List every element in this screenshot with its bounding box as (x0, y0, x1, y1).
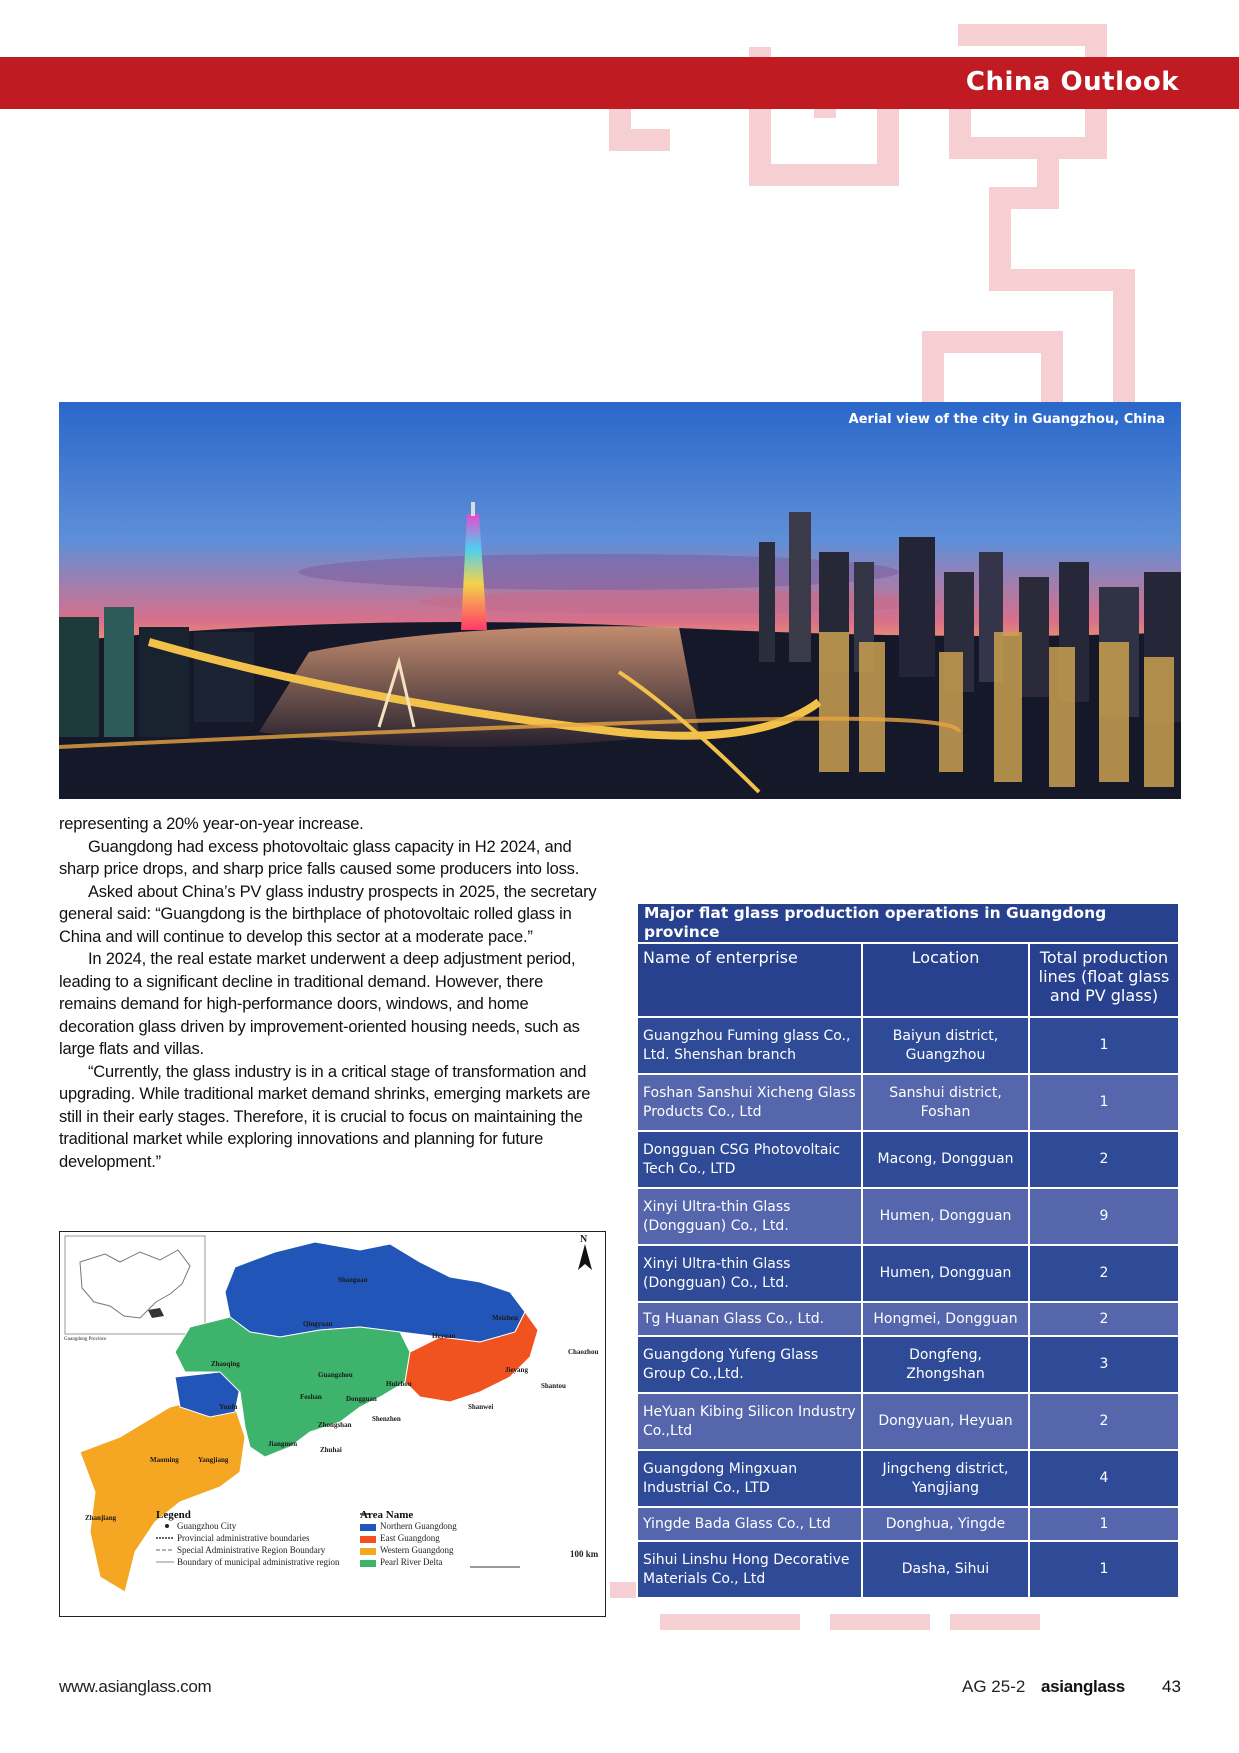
map-place-label: Yunfu (219, 1403, 238, 1411)
map-place-label: Dongguan (346, 1395, 377, 1403)
enterprise-cell: Foshan Sanshui Xicheng Glass Products Co., Ltd (637, 1074, 862, 1131)
location-cell: Hongmei, Dongguan (862, 1302, 1029, 1336)
lines-cell: 1 (1029, 1074, 1179, 1131)
map-scale-label: 100 km (570, 1549, 599, 1559)
lines-cell: 1 (1029, 1507, 1179, 1541)
table-row (637, 1336, 1179, 1393)
enterprise-cell: Sihui Linshu Hong Decorative Materials Co., Ltd (637, 1541, 862, 1598)
table-row (637, 1188, 1179, 1245)
enterprise-cell: Xinyi Ultra-thin Glass (Dongguan) Co., Ltd. (637, 1245, 862, 1302)
footer-issue: AG 25-2 (962, 1677, 1026, 1696)
location-cell: Dongfeng, Zhongshan (862, 1336, 1029, 1393)
map-area-name: Pearl River Delta (380, 1557, 443, 1567)
map-place-label: Chaozhou (568, 1348, 599, 1356)
table-row (637, 1017, 1179, 1074)
lines-cell: 2 (1029, 1131, 1179, 1188)
map-place-label: Shantou (541, 1382, 566, 1390)
map-area-title: Area Name (360, 1509, 414, 1521)
enterprise-cell: Guangzhou Fuming glass Co., Ltd. Shenshan branch (637, 1017, 862, 1074)
enterprise-cell: Tg Huanan Glass Co., Ltd. (637, 1302, 862, 1336)
map-place-label: Shenzhen (372, 1415, 401, 1423)
map-place-label: Shaoguan (338, 1276, 368, 1284)
map-legend-item: Special Administrative Region Boundary (177, 1545, 326, 1555)
section-title: China Outlook (965, 67, 1179, 97)
map-area-name: East Guangdong (380, 1533, 440, 1543)
page-number: 43 (1162, 1677, 1181, 1696)
location-cell: Humen, Dongguan (862, 1245, 1029, 1302)
map-place-label: Qingyuan (303, 1320, 333, 1328)
map-place-label: Guangzhou (318, 1371, 353, 1379)
table-row (637, 1541, 1179, 1598)
table-header: Total production lines (float glass and PV glass) (1029, 943, 1179, 1017)
table-header: Location (862, 943, 1029, 1017)
enterprise-cell: Dongguan CSG Photovoltaic Tech Co., LTD (637, 1131, 862, 1188)
lines-cell: 1 (1029, 1541, 1179, 1598)
map-place-label: Zhanjiang (85, 1514, 117, 1522)
article-paragraph: In 2024, the real estate market underwent a deep adjustment period, leading to a significant decline in traditional demand. However, there remains demand for high-performance doors, windows, and home decoration glass driven by improvement-oriented housing needs, such as large flats and villas. (59, 950, 580, 1058)
map-legend-item: Guangzhou City (177, 1521, 237, 1531)
table-header: Name of enterprise (637, 943, 862, 1017)
map-place-label: Maoming (150, 1456, 179, 1464)
lines-cell: 9 (1029, 1188, 1179, 1245)
map-place-label: Yangjiang (198, 1456, 229, 1464)
inset-label: Guangdong Province (64, 1337, 107, 1342)
enterprise-cell: Guangdong Yufeng Glass Group Co.,Ltd. (637, 1336, 862, 1393)
article-body (59, 813, 604, 1173)
footer-brand: asianglass (1041, 1677, 1125, 1696)
article-paragraph: Asked about China’s PV glass industry prospects in 2025, the secretary general said: “Guangdong is the birthplace of photovoltaic rolled glass in China and will continue to develop this sector at a moderate pace.” (59, 882, 597, 946)
location-cell: Jingcheng district, Yangjiang (862, 1450, 1029, 1507)
lines-cell: 1 (1029, 1017, 1179, 1074)
map-place-label: Foshan (300, 1393, 322, 1401)
article-paragraph: “Currently, the glass industry is in a critical stage of transformation and upgrading. While traditional market demand shrinks, emerging markets are still in their early stages. Therefore, it is crucial to focus on maintaining the traditional market while exploring innovations and planning for future development.” (59, 1062, 591, 1171)
enterprise-cell: Yingde Bada Glass Co., Ltd (637, 1507, 862, 1541)
location-cell: Donghua, Yingde (862, 1507, 1029, 1541)
lines-cell: 2 (1029, 1245, 1179, 1302)
table-row (637, 1450, 1179, 1507)
map-legend-item: Boundary of municipal administrative region (177, 1557, 340, 1567)
table-row (637, 1507, 1179, 1541)
map-place-label: Shanwei (468, 1403, 494, 1411)
table-row (637, 1302, 1179, 1336)
article-paragraph: Guangdong had excess photovoltaic glass capacity in H2 2024, and sharp price drops, and sharp price falls caused some producers into loss. (59, 837, 580, 878)
map-place-label: Jieyang (505, 1366, 528, 1374)
table-row (637, 1074, 1179, 1131)
table-row (637, 1393, 1179, 1450)
map-place-label: Meizhou (492, 1314, 519, 1322)
map-place-label: Zhongshan (318, 1421, 352, 1429)
north-arrow-label: N (580, 1234, 588, 1245)
lines-cell: 2 (1029, 1302, 1179, 1336)
lines-cell: 4 (1029, 1450, 1179, 1507)
guangzhou-aerial-photo (59, 402, 1181, 799)
map-legend-title: Legend (156, 1509, 191, 1521)
location-cell: Sanshui district, Foshan (862, 1074, 1029, 1131)
location-cell: Dongyuan, Heyuan (862, 1393, 1029, 1450)
map-legend-item: Provincial administrative boundaries (177, 1533, 310, 1543)
map-place-label: Zhaoqing (211, 1360, 240, 1368)
enterprise-cell: Xinyi Ultra-thin Glass (Dongguan) Co., Ltd. (637, 1188, 862, 1245)
lines-cell: 3 (1029, 1336, 1179, 1393)
guangdong-region-map (59, 1231, 606, 1617)
production-table (636, 902, 1180, 1599)
map-place-label: Huizhou (386, 1380, 412, 1388)
enterprise-cell: Guangdong Mingxuan Industrial Co., LTD (637, 1450, 862, 1507)
map-place-label: Heyuan (432, 1332, 456, 1340)
table-row (637, 1245, 1179, 1302)
enterprise-cell: HeYuan Kibing Silicon Industry Co.,Ltd (637, 1393, 862, 1450)
map-place-label: Zhuhai (320, 1446, 342, 1454)
location-cell: Macong, Dongguan (862, 1131, 1029, 1188)
map-place-label: Jiangmen (268, 1440, 298, 1448)
table-title: Major flat glass production operations in Guangdong province (637, 903, 1179, 943)
table-row (637, 1131, 1179, 1188)
lines-cell: 2 (1029, 1393, 1179, 1450)
map-area-name: Western Guangdong (380, 1545, 454, 1555)
article-paragraph: representing a 20% year-on-year increase. (59, 815, 364, 833)
map-area-name: Northern Guangdong (380, 1521, 457, 1531)
location-cell: Baiyun district, Guangzhou (862, 1017, 1029, 1074)
location-cell: Humen, Dongguan (862, 1188, 1029, 1245)
photo-caption: Aerial view of the city in Guangzhou, China (848, 412, 1165, 427)
footer-website: www.asianglass.com (59, 1677, 212, 1696)
location-cell: Dasha, Sihui (862, 1541, 1029, 1598)
